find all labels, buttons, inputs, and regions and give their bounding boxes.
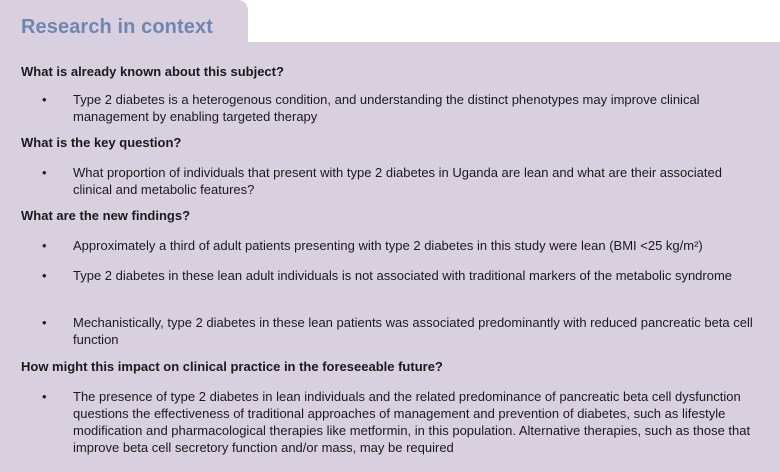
bullet-icon: • [42,315,47,330]
bullet-icon: • [42,389,47,404]
section-heading-key-question: What is the key question? [21,135,182,150]
bullet-icon: • [42,165,47,180]
research-in-context-panel [0,42,780,472]
section-heading-clinical-impact: How might this impact on clinical practice in the foreseeable future? [21,359,443,374]
list-item: Mechanistically, type 2 diabetes in these lean patients was associated predominantly with reduced pancreatic beta cell function [73,315,753,347]
bullet-icon: • [42,92,47,107]
bullet-icon: • [42,268,47,283]
list-item: Type 2 diabetes in these lean adult individuals is not associated with traditional markers of the metabolic syndrome [73,268,733,283]
list-item: What proportion of individuals that present with type 2 diabetes in Uganda are lean and what are their associated clinical and metabolic features? [73,165,722,197]
bullet-icon: • [42,238,47,253]
list-item: The presence of type 2 diabetes in lean individuals and the related predominance of pancreatic beta cell dysfunction questions the effectiveness of traditional approaches of management and prevention of diabetes, such as lifestyle modification and pharmacological therapies like metformin, in this population. Alternative therapies, such as those that improve beta cell secretory function and/or mass, may be required [73,389,751,455]
list-item: Type 2 diabetes is a heterogenous condition, and understanding the distinct phenotypes may improve clinical management by enabling targeted therapy [73,92,700,124]
section-heading-known: What is already known about this subject? [21,64,284,79]
section-heading-new-findings: What are the new findings? [21,208,191,223]
page-title: Research in context [21,16,213,38]
research-in-context-tab [0,0,248,44]
list-item: Approximately a third of adult patients presenting with type 2 diabetes in this study were lean (BMI <25 kg/m²) [73,238,703,253]
